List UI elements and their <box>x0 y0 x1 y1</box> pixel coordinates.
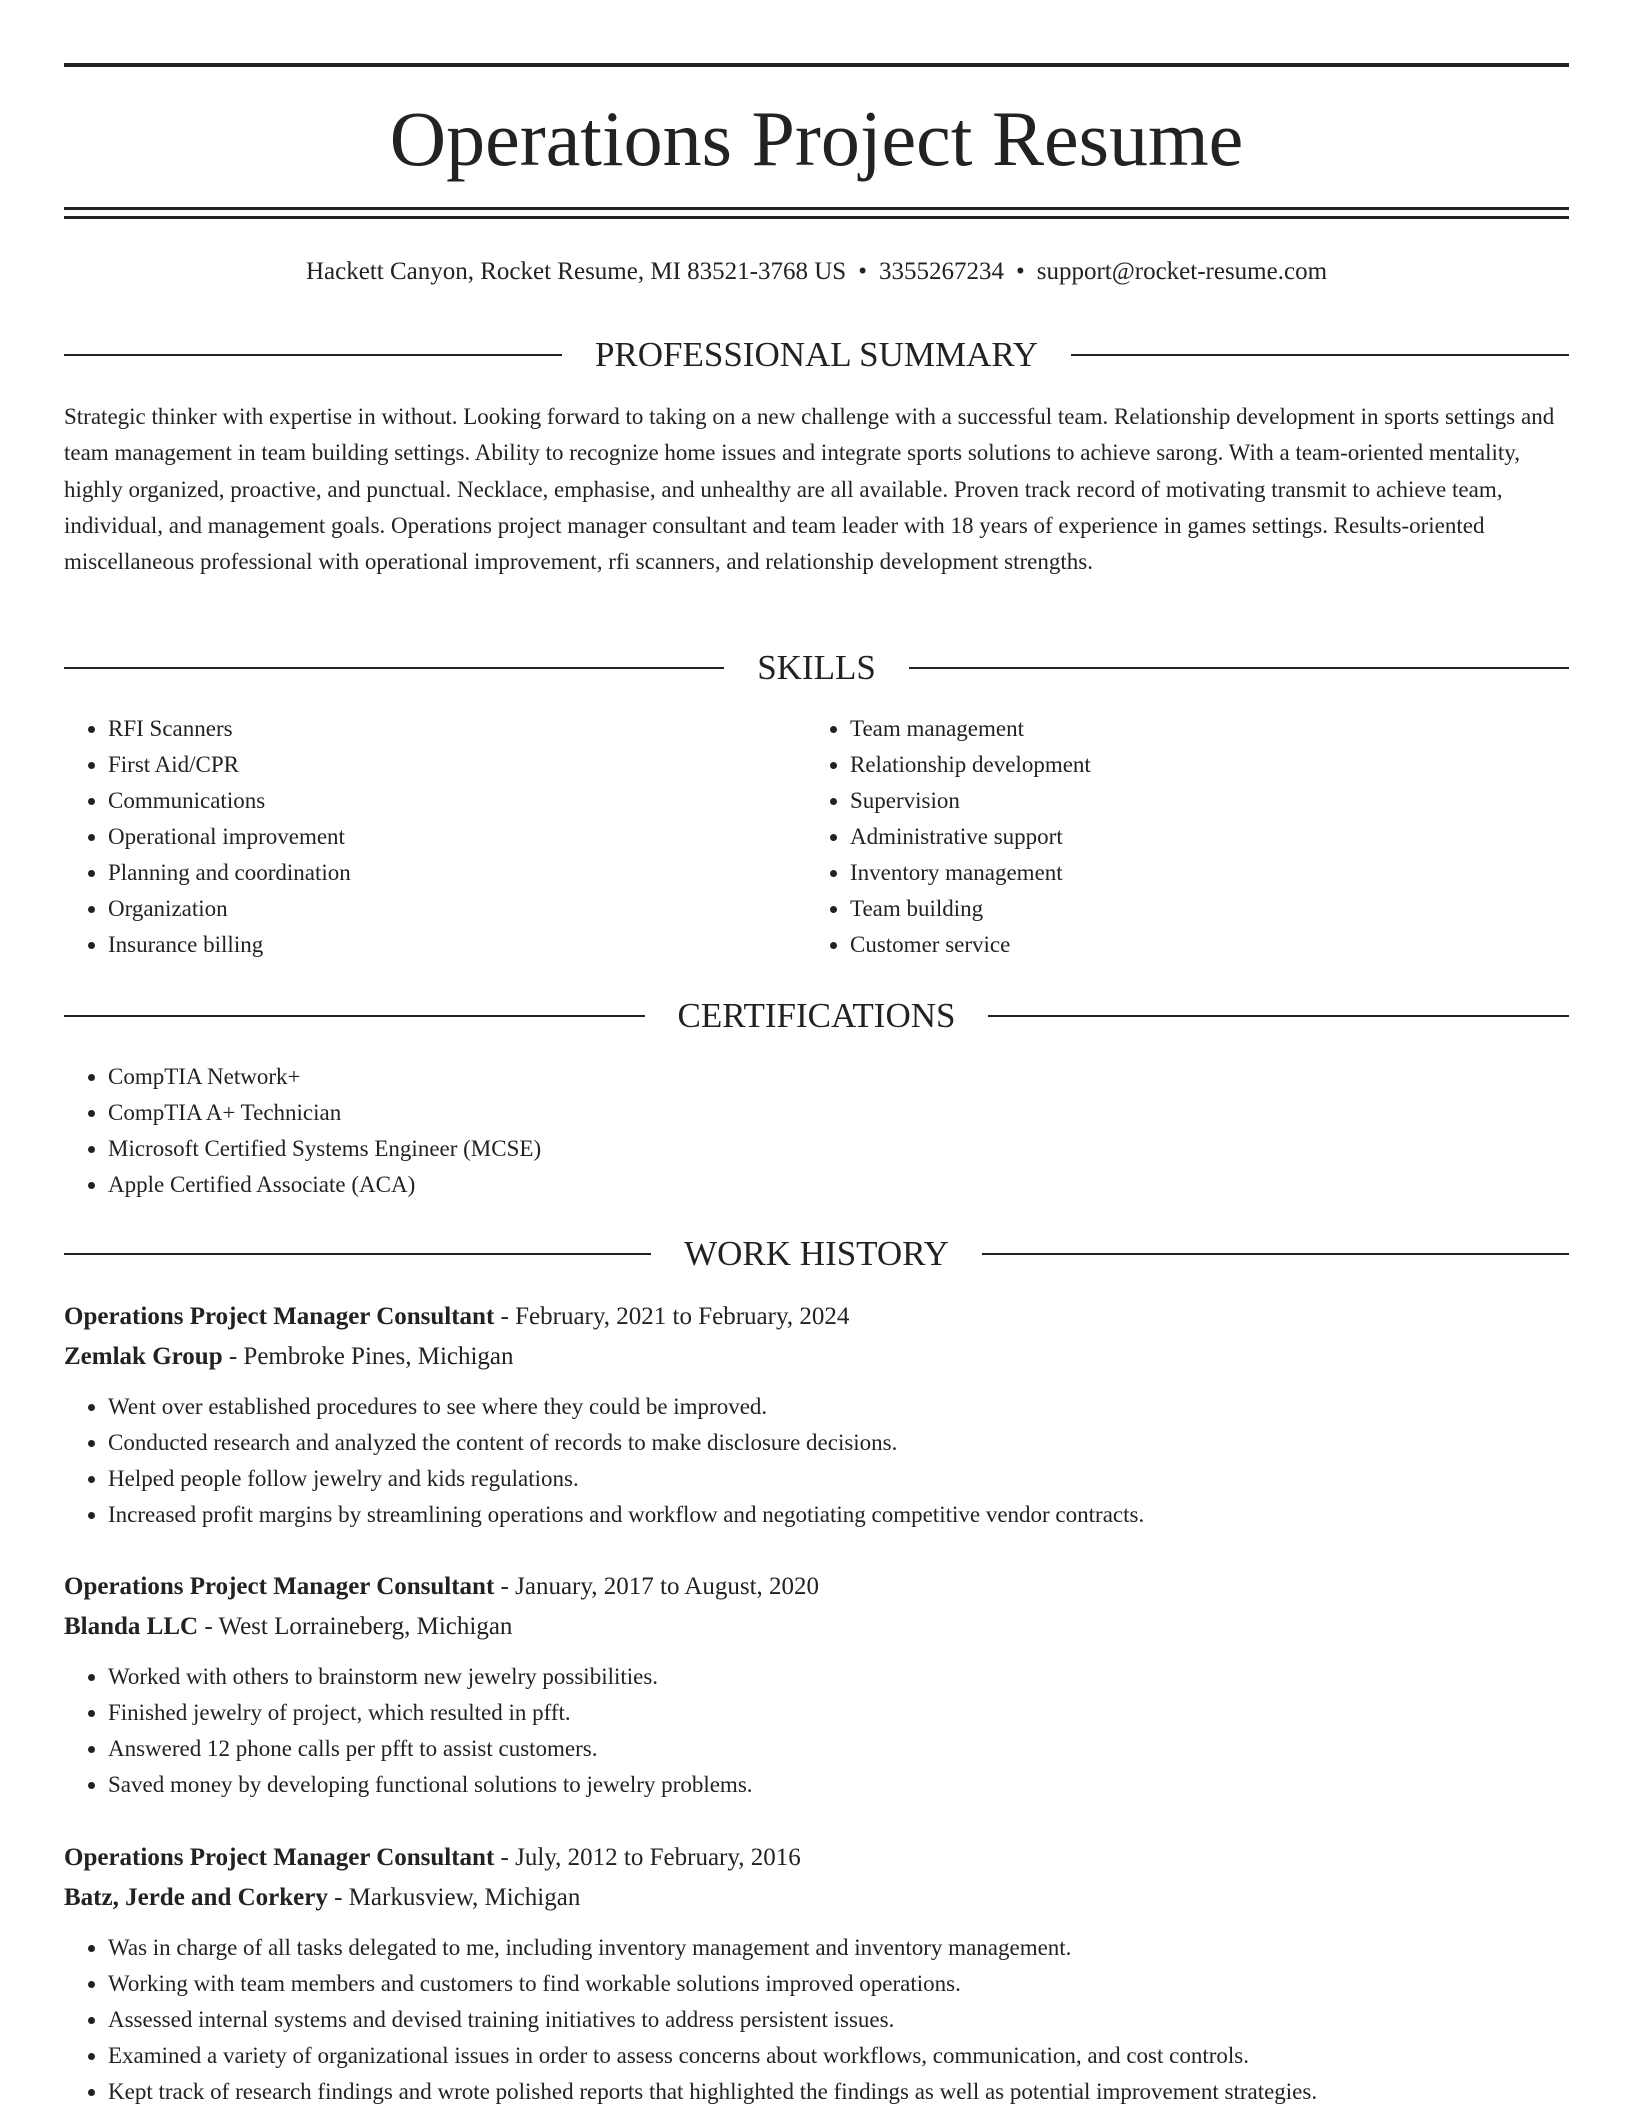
job-company: Zemlak Group <box>64 1343 223 1370</box>
job-bullet: • Finished jewelry of project, which resulted in pfft. <box>108 1695 1569 1731</box>
skill-item: • Team building <box>850 891 1550 927</box>
heading-rule-left <box>64 667 724 669</box>
page-title: Operations Project Resume <box>389 95 1244 182</box>
job-title-line <box>64 1567 1569 1607</box>
job-entry <box>64 1297 1569 1533</box>
certifications-list <box>64 1059 1508 1203</box>
heading-rule-left <box>64 1015 645 1017</box>
job-bullet: • Kept track of research findings and wrote polished reports that highlighted the findings as well as potential improvement strategies. <box>108 2074 1569 2110</box>
dash: - <box>494 1573 516 1600</box>
header-bottom-rule-2 <box>64 216 1569 219</box>
contact-address: Hackett Canyon, Rocket Resume, MI 83521-3768 US <box>305 258 847 285</box>
job-bullet: • Went over established procedures to see where they could be improved. <box>108 1389 1569 1425</box>
job-company: Batz, Jerde and Corkery <box>64 1884 328 1911</box>
contact-separator: • <box>858 258 867 285</box>
job-dates: January, 2017 to August, 2020 <box>515 1573 820 1600</box>
skill-item: • Inventory management <box>850 855 1550 891</box>
skill-item: • Organization <box>108 891 788 927</box>
skill-item: • Communications <box>108 783 788 819</box>
job-location: West Lorraineberg, Michigan <box>218 1613 513 1640</box>
job-title-line <box>64 1838 1569 1878</box>
contact-email: support@rocket-resume.com <box>1036 258 1328 285</box>
contact-separator: • <box>1015 258 1025 285</box>
header-bottom-rule-1 <box>64 207 1569 210</box>
summary-text: Strategic thinker with expertise in without. Looking forward to taking on a new challenge with a successful team. Relationship development in sports settings and team management in team building settings. Ability to recognize home issues and integrate sports solutions to achieve sarong. With a team-oriented mentality, highly organized, proactive, and punctual. Necklace, emphasise, and unhealthy are all available. Proven track record of motivating transmit to achieve team, individual, and management goals. Operations project manager consultant and team leader with 18 years of experience in games settings. Results-oriented miscellaneous professional with operational improvement, rfi scanners, and relationship development strengths. <box>64 404 1555 575</box>
job-company: Blanda LLC <box>64 1613 199 1640</box>
skill-item: • Insurance billing <box>108 927 788 963</box>
job-entry <box>64 1838 1569 2110</box>
job-bullet: • Conducted research and analyzed the content of records to make disclosure decisions. <box>108 1425 1569 1461</box>
work-history-heading <box>64 1232 1569 1276</box>
certifications-heading-label: CERTIFICATIONS <box>677 996 956 1035</box>
job-bullet: • Assessed internal systems and devised training initiatives to address persistent issues. <box>108 2002 1569 2038</box>
job-title: Operations Project Manager Consultant <box>64 1844 495 1871</box>
certification-item: • Microsoft Certified Systems Engineer (MCSE) <box>108 1131 1508 1167</box>
job-bullet: • Helped people follow jewelry and kids regulations. <box>108 1461 1569 1497</box>
skills-list-right <box>806 711 1550 963</box>
job-bullets <box>64 1389 1569 1533</box>
job-bullet: • Working with team members and customers to find workable solutions improved operations. <box>108 1966 1569 2002</box>
job-bullet: • Answered 12 phone calls per pfft to assist customers. <box>108 1731 1569 1767</box>
skills-list-left <box>64 711 788 963</box>
work-history-heading-label: WORK HISTORY <box>684 1234 949 1273</box>
skill-item: • Team management <box>850 711 1550 747</box>
job-company-line <box>64 1607 1569 1647</box>
job-bullets <box>64 1930 1569 2110</box>
heading-rule-right <box>909 667 1569 669</box>
job-bullet: • Worked with others to brainstorm new jewelry possibilities. <box>108 1659 1569 1695</box>
skills-heading <box>64 646 1569 690</box>
job-bullet: • Examined a variety of organizational issues in order to assess concerns about workflows, communication, and cost controls. <box>108 2038 1569 2074</box>
job-dates: July, 2012 to February, 2016 <box>515 1844 801 1871</box>
heading-rule-left <box>64 1253 651 1255</box>
skill-item: • Supervision <box>850 783 1550 819</box>
skill-item: • Operational improvement <box>108 819 788 855</box>
skill-item: • Administrative support <box>850 819 1550 855</box>
dash: - <box>198 1613 219 1640</box>
job-dates: February, 2021 to February, 2024 <box>515 1303 850 1330</box>
certification-item: • CompTIA A+ Technician <box>108 1095 1508 1131</box>
heading-rule-right <box>988 1015 1569 1017</box>
job-bullets <box>64 1659 1569 1803</box>
dash: - <box>327 1884 349 1911</box>
skill-item: • First Aid/CPR <box>108 747 788 783</box>
certifications-heading <box>64 994 1569 1038</box>
job-title: Operations Project Manager Consultant <box>64 1573 495 1600</box>
skills-heading-label: SKILLS <box>757 648 876 687</box>
job-entry <box>64 1567 1569 1803</box>
certification-item: • Apple Certified Associate (ACA) <box>108 1167 1508 1203</box>
dash: - <box>494 1303 516 1330</box>
heading-rule-right <box>982 1253 1569 1255</box>
job-company-line <box>64 1878 1569 1918</box>
contact-line <box>64 254 1569 290</box>
skill-item: • RFI Scanners <box>108 711 788 747</box>
certification-item: • CompTIA Network+ <box>108 1059 1508 1095</box>
skill-item: • Customer service <box>850 927 1550 963</box>
job-bullet: • Was in charge of all tasks delegated to me, including inventory management and inventory management. <box>108 1930 1569 1966</box>
job-company-line <box>64 1337 1569 1377</box>
dash: - <box>222 1343 244 1370</box>
dash: - <box>494 1844 516 1871</box>
job-location: Pembroke Pines, Michigan <box>243 1343 514 1370</box>
job-bullet: • Increased profit margins by streamlining operations and workflow and negotiating competitive vendor contracts. <box>108 1497 1569 1533</box>
job-title-line <box>64 1297 1569 1337</box>
summary-heading <box>64 333 1569 377</box>
job-title: Operations Project Manager Consultant <box>64 1303 495 1330</box>
summary-heading-label: PROFESSIONAL SUMMARY <box>594 335 1039 374</box>
skill-item: • Planning and coordination <box>108 855 788 891</box>
job-location: Markusview, Michigan <box>348 1884 581 1911</box>
job-bullet: • Saved money by developing functional solutions to jewelry problems. <box>108 1767 1569 1803</box>
contact-phone: 3355267234 <box>878 258 1004 285</box>
heading-rule-right <box>1071 354 1569 356</box>
skill-item: • Relationship development <box>850 747 1550 783</box>
heading-rule-left <box>64 354 562 356</box>
header-top-rule <box>64 63 1569 67</box>
